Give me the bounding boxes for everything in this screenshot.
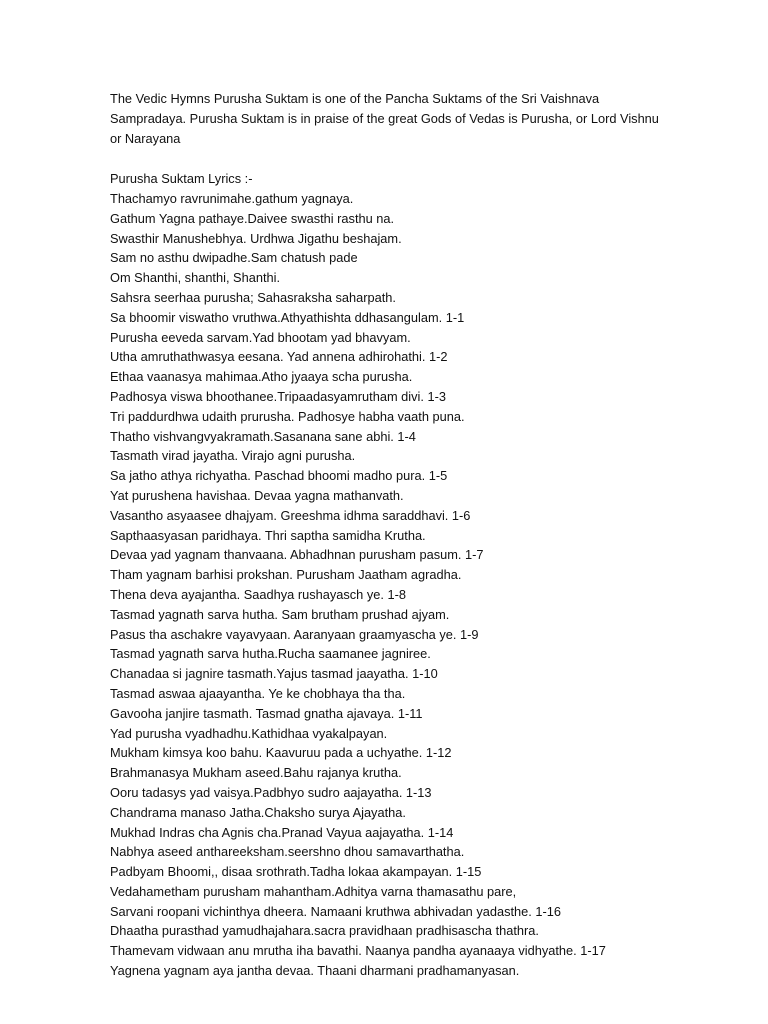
lyric-line: Tri paddurdhwa udaith prurusha. Padhosye habha vaath puna. xyxy=(110,408,465,424)
lyric-line: Thamevam vidwaan anu mrutha iha bavathi. Naanya pandha ayanaaya vidhyathe. 1-17 xyxy=(110,943,606,959)
lyric-line: Ethaa vaanasya mahimaa.Atho jyaaya scha purusha. xyxy=(110,369,413,385)
lyric-line: Padbyam Bhoomi,, disaa srothrath.Tadha lokaa akampayan. 1-15 xyxy=(110,864,482,880)
lyric-line: Mukhad Indras cha Agnis cha.Pranad Vayua aajayatha. 1-14 xyxy=(110,824,454,840)
intro-paragraph xyxy=(110,89,710,149)
lyric-line: Sam no asthu dwipadhe.Sam chatush pade xyxy=(110,250,358,266)
lyric-line: Sa jatho athya richyatha. Paschad bhoomi madho pura. 1-5 xyxy=(110,468,448,484)
lyric-line: Devaa yad yagnam thanvaana. Abhadhnan purusham pasum. 1-7 xyxy=(110,547,484,563)
lyric-line: Vasantho asyaasee dhajyam. Greeshma idhma saraddhavi. 1-6 xyxy=(110,507,471,523)
lyric-line: Thatho vishvangvyakramath.Sasanana sane abhi. 1-4 xyxy=(110,428,416,444)
lyric-line: Tasmad yagnath sarva hutha. Sam brutham prushad ajyam. xyxy=(110,606,450,622)
lyric-line: Swasthir Manushebhya. Urdhwa Jigathu beshajam. xyxy=(110,230,402,246)
lyric-line: Utha amruthathwasya eesana. Yad annena adhirohathi. 1-2 xyxy=(110,349,448,365)
lyric-line: Vedahametham purusham mahantham.Adhitya varna thamasathu pare, xyxy=(110,883,517,899)
lyric-line: Om Shanthi, shanthi, Shanthi. xyxy=(110,270,281,286)
lyrics-list xyxy=(110,189,710,981)
lyric-line: Yagnena yagnam aya jantha devaa. Thaani dharmani pradhamanyasan. xyxy=(110,963,520,979)
document-body xyxy=(110,89,710,981)
lyric-line: Purusha eeveda sarvam.Yad bhootam yad bhavyam. xyxy=(110,329,411,345)
intro-line: The Vedic Hymns Purusha Suktam is one of the Pancha Suktams of the Sri Vaishnava xyxy=(110,91,600,106)
lyric-line: Sarvani roopani vichinthya dheera. Namaani kruthwa abhivadan yadasthe. 1-16 xyxy=(110,903,562,919)
lyric-line: Tham yagnam barhisi prokshan. Purusham Jaatham agradha. xyxy=(110,567,462,583)
lyrics-heading: Purusha Suktam Lyrics :- xyxy=(110,171,253,186)
lyric-line: Sahsra seerhaa purusha; Sahasraksha saharpath. xyxy=(110,289,396,305)
lyric-line: Thachamyo ravrunimahe.gathum yagnaya. xyxy=(110,191,354,206)
intro-line: or Narayana xyxy=(110,131,181,146)
lyric-line: Gathum Yagna pathaye.Daivee swasthi rasthu na. xyxy=(110,210,395,226)
lyric-line: Yat purushena havishaa. Devaa yagna mathanvath. xyxy=(110,487,404,503)
lyric-line: Thena deva ayajantha. Saadhya rushayasch ye. 1-8 xyxy=(110,586,406,602)
lyric-line: Tasmad yagnath sarva hutha.Rucha saamanee jagniree. xyxy=(110,646,431,662)
lyric-line: Sa bhoomir viswatho vruthwa.Athyathishta ddhasangulam. 1-1 xyxy=(110,309,465,325)
lyric-line: Sapthaasyasan paridhaya. Thri saptha samidha Krutha. xyxy=(110,527,426,543)
lyric-line: Dhaatha purasthad yamudhajahara.sacra pravidhaan pradhisascha thathra. xyxy=(110,923,539,939)
lyric-line: Chandrama manaso Jatha.Chaksho surya Ajayatha. xyxy=(110,804,406,820)
lyric-line: Pasus tha aschakre vayavyaan. Aaranyaan graamyascha ye. 1-9 xyxy=(110,626,479,642)
lyric-line: Chanadaa si jagnire tasmath.Yajus tasmad jaayatha. 1-10 xyxy=(110,666,438,682)
lyric-line: Yad purusha vyadhadhu.Kathidhaa vyakalpayan. xyxy=(110,725,388,741)
intro-line: Sampradaya. Purusha Suktam is in praise of the great Gods of Vedas is Purusha, or Lord Vishnu xyxy=(110,111,659,126)
lyric-line: Tasmad aswaa ajaayantha. Ye ke chobhaya tha tha. xyxy=(110,685,406,701)
lyric-line: Mukham kimsya koo bahu. Kaavuruu pada a uchyathe. 1-12 xyxy=(110,745,452,761)
lyric-line: Nabhya aseed anthareeksham.seershno dhou samavarthatha. xyxy=(110,844,465,860)
lyric-line: Padhosya viswa bhoothanee.Tripaadasyamrutham divi. 1-3 xyxy=(110,388,446,404)
lyric-line: Gavooha janjire tasmath. Tasmad gnatha ajavaya. 1-11 xyxy=(110,705,423,721)
lyric-line: Brahmanasya Mukham aseed.Bahu rajanya krutha. xyxy=(110,765,402,781)
lyric-line: Ooru tadasys yad vaisya.Padbhyo sudro aajayatha. 1-13 xyxy=(110,784,432,800)
lyric-line: Tasmath virad jayatha. Virajo agni purusha. xyxy=(110,448,356,464)
